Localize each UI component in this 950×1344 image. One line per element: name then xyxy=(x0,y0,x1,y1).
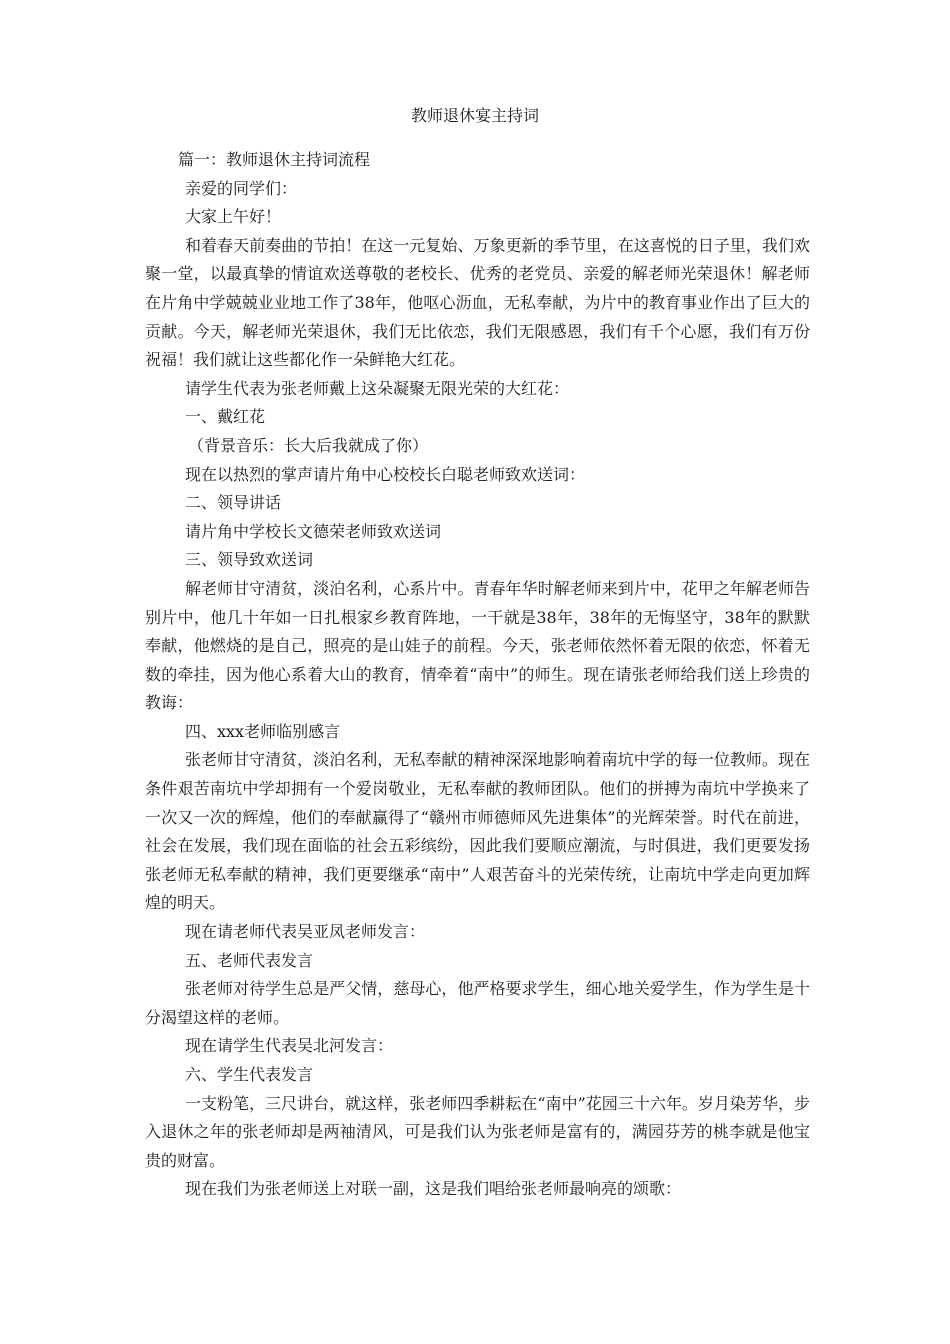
paragraph: 现在我们为张老师送上对联一副，这是我们唱给张老师最响亮的颂歌： xyxy=(185,1179,682,1199)
section-heading: 篇一：教师退休主持词流程 xyxy=(178,150,371,169)
agenda-item: 六、学生代表发言 xyxy=(185,1065,314,1084)
paragraph: 请片角中学校长文德荣老师致欢送词 xyxy=(185,521,442,541)
paragraph: 解老师甘守清贫，淡泊名利，心系片中。青春年华时解老师来到片中，花甲之年解老师告别片中，他几十年如一日扎根家乡教育阵地，一干就是38年，38年的无悔坚守，38年的默默奉献，他燃烧的是自己，照亮的是山娃子的前程。今天，张老师依然怀着无限的依恋，怀着无数的牵挂，因为他心系着大山的教育，情牵着“南中”的师生。现在请张老师给我们送上珍贵的教诲： xyxy=(145,578,810,713)
agenda-item: 一、戴红花 xyxy=(185,407,266,427)
document-body xyxy=(145,146,810,1204)
paragraph: 请学生代表为张老师戴上这朵凝聚无限光荣的大红花： xyxy=(185,378,570,398)
salutation: 亲爱的同学们： xyxy=(185,178,298,198)
document-title: 教师退休宴主持词 xyxy=(410,106,539,125)
agenda-item: 四、xxx老师临别感言 xyxy=(185,721,341,741)
paragraph: 一支粉笔，三尺讲台，就这样，张老师四季耕耘在“南中”花园三十六年。岁月染芳华，步入退休之年的张老师却是两袖清风，可是我们认为张老师是富有的，满园芬芳的桃李就是他宝贵的财富。 xyxy=(145,1093,810,1170)
paragraph: 张老师对待学生总是严父情，慈母心，他严格要求学生，细心地关爱学生，作为学生是十分渴望这样的老师。 xyxy=(145,979,810,1027)
paragraph: 现在请老师代表吴亚凤老师发言： xyxy=(185,922,426,942)
agenda-item: 三、领导致欢送词 xyxy=(185,550,314,570)
paragraph: 现在请学生代表吴北河发言： xyxy=(185,1036,394,1056)
agenda-item: 二、领导讲话 xyxy=(185,493,282,513)
paragraph: 现在以热烈的掌声请片角中心校校长白聪老师致欢送词： xyxy=(185,464,586,484)
paragraph: 和着春天前奏曲的节拍！在这一元复始、万象更新的季节里，在这喜悦的日子里，我们欢聚一堂，以最真挚的情谊欢送尊敬的老校长、优秀的老党员、亲爱的解老师光荣退休！解老师在片角中学兢兢业业地工作了38年，他呕心沥血，无私奉献，为片中的教育事业作出了巨大的贡献。今天，解老师光荣退休，我们无比依恋，我们无限感恩，我们有千个心愿，我们有万份祝福！我们就让这些都化作一朵鲜艳大红花。 xyxy=(145,235,810,370)
background-music-note: （背景音乐：长大后我就成了你） xyxy=(188,435,429,455)
greeting: 大家上午好！ xyxy=(185,207,282,227)
paragraph: 张老师甘守清贫，淡泊名利，无私奉献的精神深深地影响着南坑中学的每一位教师。现在条件艰苦南坑中学却拥有一个爱岗敬业，无私奉献的教师团队。他们的拼搏为南坑中学换来了一次又一次的辉煌，他们的奉献赢得了“赣州市师德师风先进集体”的光辉荣誉。时代在前进，社会在发展，我们现在面临的社会五彩缤纷，因此我们要顺应潮流，与时俱进，我们更要发扬张老师无私奉献的精神，我们更要继承“南中”人艰苦奋斗的光荣传统，让南坑中学走向更加辉煌的明天。 xyxy=(145,750,810,913)
agenda-item: 五、老师代表发言 xyxy=(185,950,314,970)
